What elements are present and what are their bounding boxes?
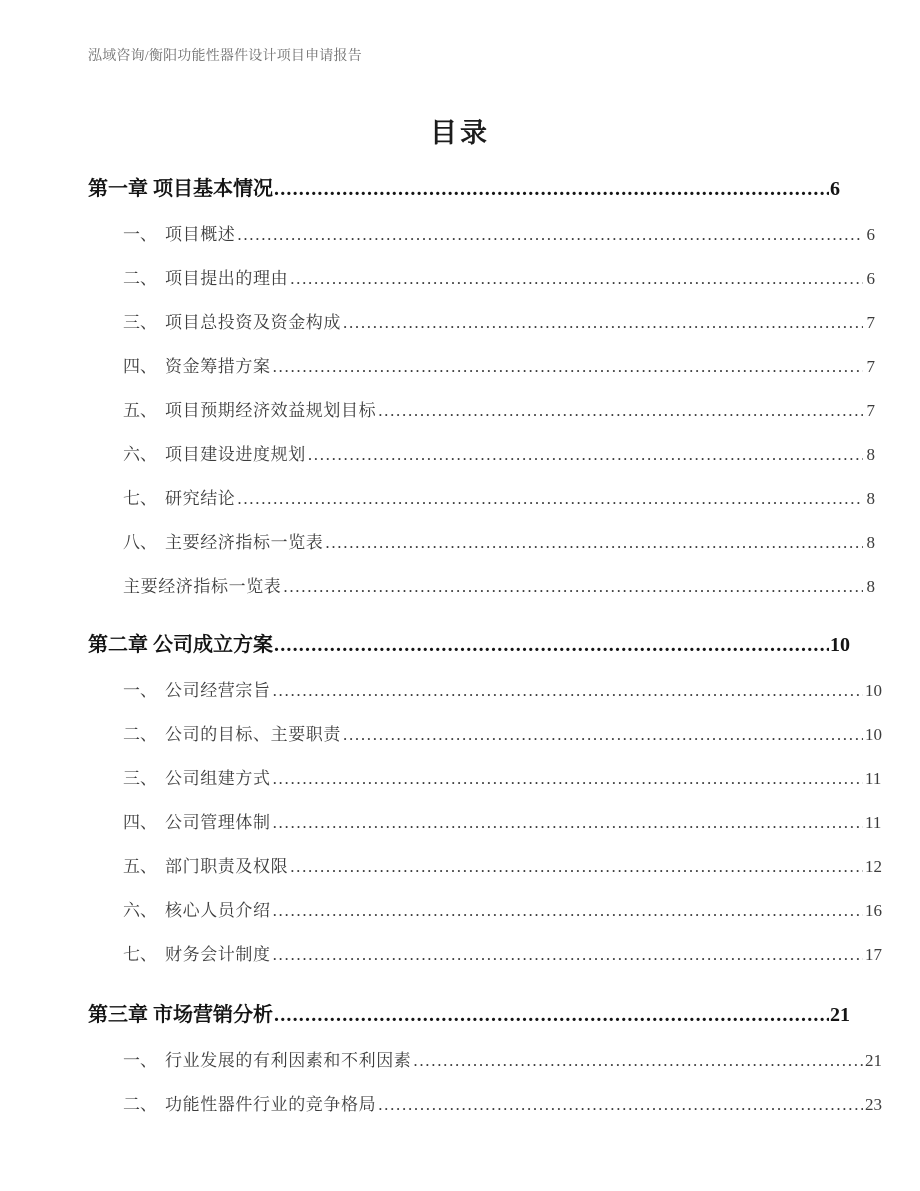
toc-entry-number: 八、: [123, 533, 157, 552]
toc-leader-dots: [273, 768, 863, 785]
toc-leader-dots: [343, 724, 863, 741]
toc-entry-label: 第三章 市场营销分析: [88, 1004, 273, 1026]
toc-page-number: 10: [865, 681, 882, 700]
toc-entry-number: 二、: [123, 1095, 157, 1114]
toc-section-row[interactable]: [88, 576, 875, 618]
toc-section-row[interactable]: [88, 1094, 882, 1138]
toc-entry-label: 部门职责及权限: [165, 857, 289, 876]
toc-entry-number: 七、: [123, 489, 157, 508]
toc-entry-number: 三、: [123, 769, 157, 788]
toc-entry-number: 三、: [123, 313, 157, 332]
toc-leader-dots: [273, 680, 863, 697]
toc-entry-number: 六、: [123, 901, 157, 920]
toc-entry-label: 项目概述: [165, 225, 236, 244]
toc-page-number: 6: [830, 178, 840, 200]
toc-leader-dots: [325, 532, 863, 549]
toc-leader-dots: [378, 1094, 863, 1111]
toc-section-row[interactable]: [88, 532, 875, 576]
toc-leader-dots: [273, 944, 863, 961]
toc-chapter-row[interactable]: [88, 1002, 850, 1050]
page-title: 目录: [430, 118, 490, 148]
toc-page-number: 17: [865, 945, 882, 964]
toc-section-row[interactable]: [88, 488, 875, 532]
toc-entry-number: 四、: [123, 357, 157, 376]
toc-entry-label: 公司管理体制: [165, 813, 271, 832]
toc-leader-dots: [413, 1050, 863, 1067]
toc-entry-label: 核心人员介绍: [165, 901, 271, 920]
toc-section-row[interactable]: [88, 224, 875, 268]
toc-section-row[interactable]: [88, 812, 882, 856]
toc-entry-label: 财务会计制度: [165, 945, 271, 964]
toc-entry-label: 主要经济指标一览表: [123, 577, 282, 596]
toc-page-number: 8: [866, 445, 875, 464]
toc-page-number: 6: [866, 269, 875, 288]
toc-entry-label: 研究结论: [165, 489, 236, 508]
toc-page-number: 21: [865, 1051, 882, 1070]
toc-section-row[interactable]: [88, 1050, 882, 1094]
toc-section-row[interactable]: [88, 944, 882, 988]
toc-entry-label: 公司组建方式: [165, 769, 271, 788]
toc-entry-label: 项目建设进度规划: [165, 445, 306, 464]
toc-leader-dots: [237, 224, 863, 241]
toc-entry-number: 二、: [123, 269, 157, 288]
toc-leader-dots: [343, 312, 863, 329]
toc-leader-dots: [273, 356, 863, 373]
toc-leader-dots: [378, 400, 863, 417]
toc-leader-dots: [273, 900, 863, 917]
toc-entry-number: 七、: [123, 945, 157, 964]
toc-entry-label: 主要经济指标一览表: [165, 533, 324, 552]
toc-entry-label: 第一章 项目基本情况: [88, 178, 273, 200]
toc-section-row[interactable]: [88, 312, 875, 356]
toc-entry-label: 行业发展的有利因素和不利因素: [165, 1051, 412, 1070]
toc-page-number: 11: [865, 813, 882, 832]
toc-chapter-row[interactable]: [88, 176, 840, 224]
toc-entry-label: 项目总投资及资金构成: [165, 313, 341, 332]
toc-entry-number: 一、: [123, 225, 157, 244]
toc-page-number: 10: [865, 725, 882, 744]
toc-page-number: 10: [830, 634, 850, 656]
running-header: 泓域咨询/衡阳功能性器件设计项目申请报告: [88, 49, 362, 64]
toc-page-number: 7: [866, 357, 875, 376]
toc-entry-number: 一、: [123, 681, 157, 700]
toc-entry-label: 公司经营宗旨: [165, 681, 271, 700]
toc-page-number: 23: [865, 1095, 882, 1114]
toc-entry-number: 一、: [123, 1051, 157, 1070]
toc-entry-label: 项目预期经济效益规划目标: [165, 401, 377, 420]
toc-section-row[interactable]: [88, 444, 875, 488]
toc-section-row[interactable]: [88, 356, 875, 400]
toc-leader-dots: [290, 268, 863, 285]
toc-section-row[interactable]: [88, 680, 882, 724]
toc-leader-dots: [274, 1002, 829, 1022]
table-of-contents: [88, 176, 882, 1138]
toc-section-row[interactable]: [88, 900, 882, 944]
toc-page-number: 8: [866, 533, 875, 552]
toc-page-number: 11: [865, 769, 882, 788]
toc-page-number: 7: [866, 401, 875, 420]
toc-section-row[interactable]: [88, 856, 882, 900]
toc-entry-number: 五、: [123, 401, 157, 420]
toc-section-row[interactable]: [88, 768, 882, 812]
toc-leader-dots: [283, 576, 863, 593]
toc-leader-dots: [273, 812, 863, 829]
toc-entry-number: 五、: [123, 857, 157, 876]
toc-entry-number: 六、: [123, 445, 157, 464]
toc-page-number: 21: [830, 1004, 850, 1026]
toc-page-number: 8: [866, 489, 875, 508]
toc-entry-label: 资金筹措方案: [165, 357, 271, 376]
toc-entry-label: 公司的目标、主要职责: [165, 725, 341, 744]
toc-leader-dots: [308, 444, 863, 461]
toc-section-row[interactable]: [88, 400, 875, 444]
toc-section-row[interactable]: [88, 268, 875, 312]
toc-page-number: 7: [866, 313, 875, 332]
toc-entry-number: 二、: [123, 725, 157, 744]
toc-entry-label: 功能性器件行业的竞争格局: [165, 1095, 377, 1114]
toc-leader-dots: [237, 488, 863, 505]
toc-entry-label: 项目提出的理由: [165, 269, 289, 288]
toc-chapter-row[interactable]: [88, 632, 850, 680]
toc-page-number: 6: [866, 225, 875, 244]
toc-spacer: [88, 988, 840, 1002]
toc-spacer: [88, 618, 840, 632]
toc-entry-label: 第二章 公司成立方案: [88, 634, 273, 656]
toc-leader-dots: [290, 856, 863, 873]
toc-page-number: 16: [865, 901, 882, 920]
toc-leader-dots: [274, 176, 829, 196]
toc-section-row[interactable]: [88, 724, 882, 768]
toc-page-number: 12: [865, 857, 882, 876]
toc-entry-number: 四、: [123, 813, 157, 832]
toc-leader-dots: [274, 632, 829, 652]
toc-page-number: 8: [866, 577, 875, 596]
